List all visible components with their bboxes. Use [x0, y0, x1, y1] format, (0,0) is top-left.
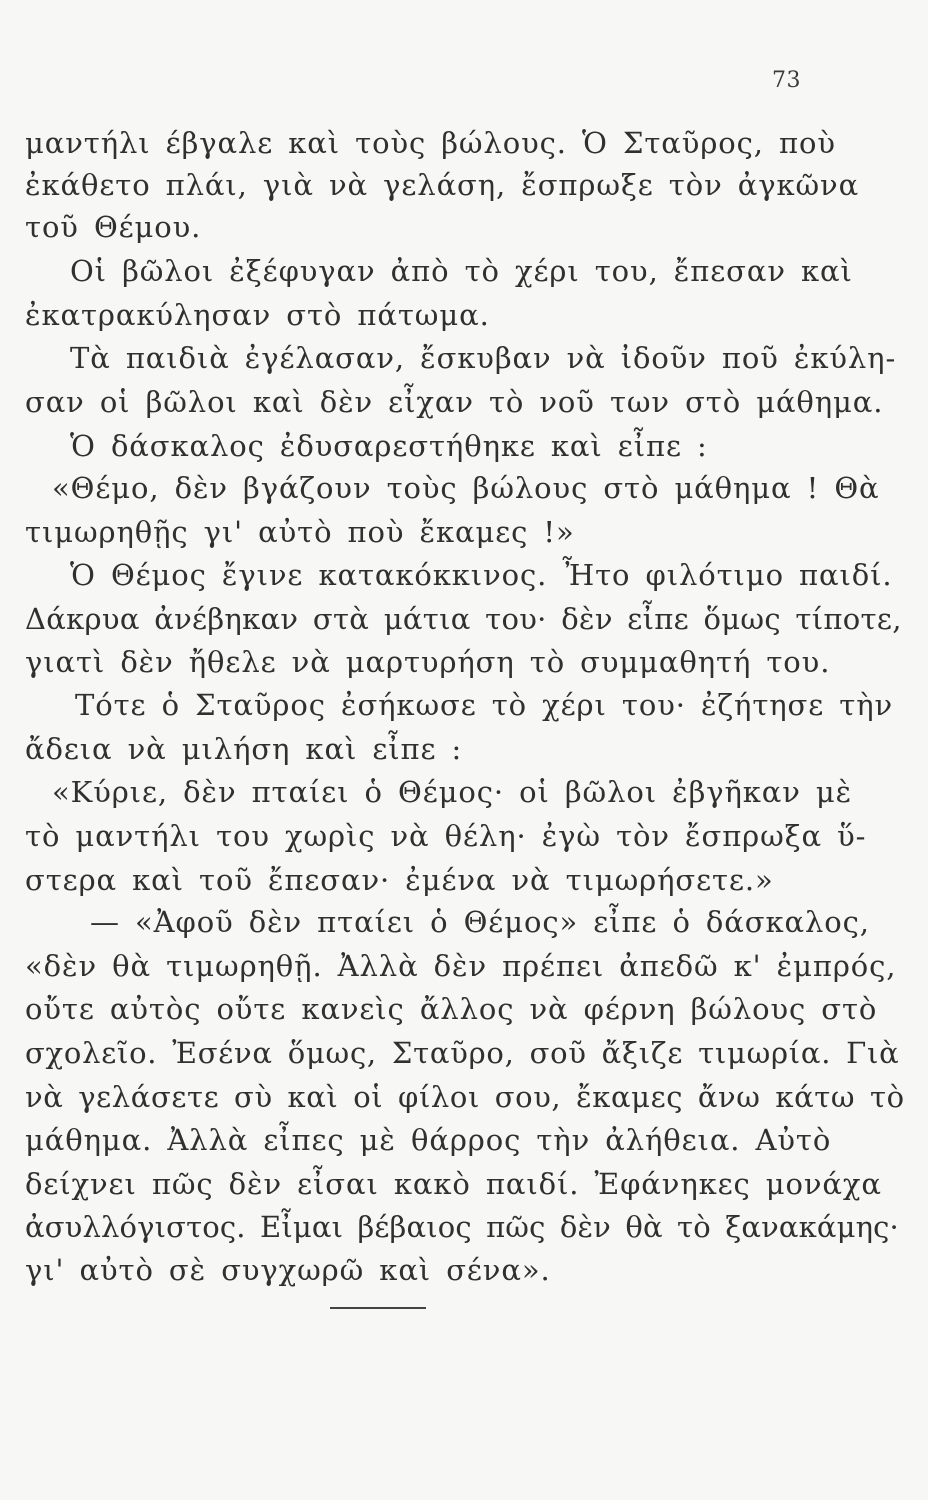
text-line: τὸ μαντήλι του χωρὶς νὰ θέλη· ἐγὼ τὸν ἔσπρωξα ὕ-: [25, 819, 867, 853]
text-line: Ὁ Θέμος ἔγινε κατακόκκινος. Ἦτο φιλότιμο παιδί.: [70, 558, 893, 592]
text-line: μάθημα. Ἀλλὰ εἶπες μὲ θάρρος τὴν ἀλήθεια. Αὐτὸ: [25, 1123, 832, 1157]
text-line: ἐκατρακύλησαν στὸ πάτωμα.: [25, 298, 490, 332]
text-line: στερα καὶ τοῦ ἔπεσαν· ἐμένα νὰ τιμωρήσετε.»: [25, 863, 774, 897]
text-line: γιατὶ δὲν ἤθελε νὰ μαρτυρήση τὸ συμμαθητή του.: [25, 645, 831, 679]
text-line: «Κύριε, δὲν πταίει ὁ Θέμος· οἱ βῶλοι ἐβγῆκαν μὲ: [52, 775, 853, 809]
text-line: σχολεῖο. Ἐσένα ὅμως, Σταῦρο, σοῦ ἄξιζε τιμωρία. Γιὰ: [25, 1036, 900, 1070]
text-line: Ὁ δάσκαλος ἐδυσαρεστήθηκε καὶ εἶπε :: [70, 429, 708, 463]
text-line: ἀσυλλόγιστος. Εἶμαι βέβαιος πῶς δὲν θὰ τὸ ξανακάμης·: [25, 1210, 899, 1244]
text-line: «δὲν θὰ τιμωρηθῇ. Ἀλλὰ δὲν πρέπει ἀπεδῶ κ' ἐμπρός,: [25, 949, 897, 983]
text-line: τιμωρηθῇς γι' αὐτὸ ποὺ ἔκαμες !»: [25, 515, 575, 549]
text-line: — «Ἀφοῦ δὲν πταίει ὁ Θέμος» εἶπε ὁ δάσκαλος,: [90, 905, 870, 939]
text-line: «Θέμο, δὲν βγάζουν τοὺς βώλους στὸ μάθημα ! Θὰ: [52, 471, 880, 505]
text-line: Τὰ παιδιὰ ἐγέλασαν, ἔσκυβαν νὰ ἰδοῦν ποῦ ἐκύλη-: [70, 341, 897, 375]
text-line: Οἱ βῶλοι ἐξέφυγαν ἀπὸ τὸ χέρι του, ἔπεσαν καὶ: [70, 254, 853, 288]
text-line: μαντήλι έβγαλε καὶ τοὺς βώλους. Ὁ Σταῦρος, ποὺ: [25, 126, 836, 160]
text-line: ἄδεια νὰ μιλήση καὶ εἶπε :: [25, 732, 463, 766]
text-line: τοῦ Θέμου.: [25, 210, 202, 244]
page-number: 73: [772, 68, 801, 93]
text-line: νὰ γελάσετε σὺ καὶ οἱ φίλοι σου, ἔκαμες ἄνω κάτω τὸ: [25, 1080, 905, 1114]
text-line: οὔτε αὐτὸς οὔτε κανεὶς ἄλλος νὰ φέρνη βώλους στὸ: [25, 992, 878, 1026]
text-line: Τότε ὁ Σταῦρος ἐσήκωσε τὸ χέρι του· ἐζήτησε τὴν: [75, 688, 894, 722]
section-divider: [330, 1307, 426, 1309]
text-line: δείχνει πῶς δὲν εἶσαι κακὸ παιδί. Ἐφάνηκες μονάχα: [25, 1167, 882, 1201]
text-line: σαν οἱ βῶλοι καὶ δὲν εἶχαν τὸ νοῦ των στὸ μάθημα.: [25, 385, 884, 419]
text-line: Δάκρυα ἀνέβηκαν στὰ μάτια του· δὲν εἶπε ὅμως τίποτε,: [25, 602, 902, 636]
text-line: γι' αὐτὸ σὲ συγχωρῶ καὶ σένα».: [25, 1253, 551, 1287]
text-line: ἐκάθετο πλάι, γιὰ νὰ γελάση, ἔσπρωξε τὸν ἀγκῶνα: [25, 168, 860, 202]
